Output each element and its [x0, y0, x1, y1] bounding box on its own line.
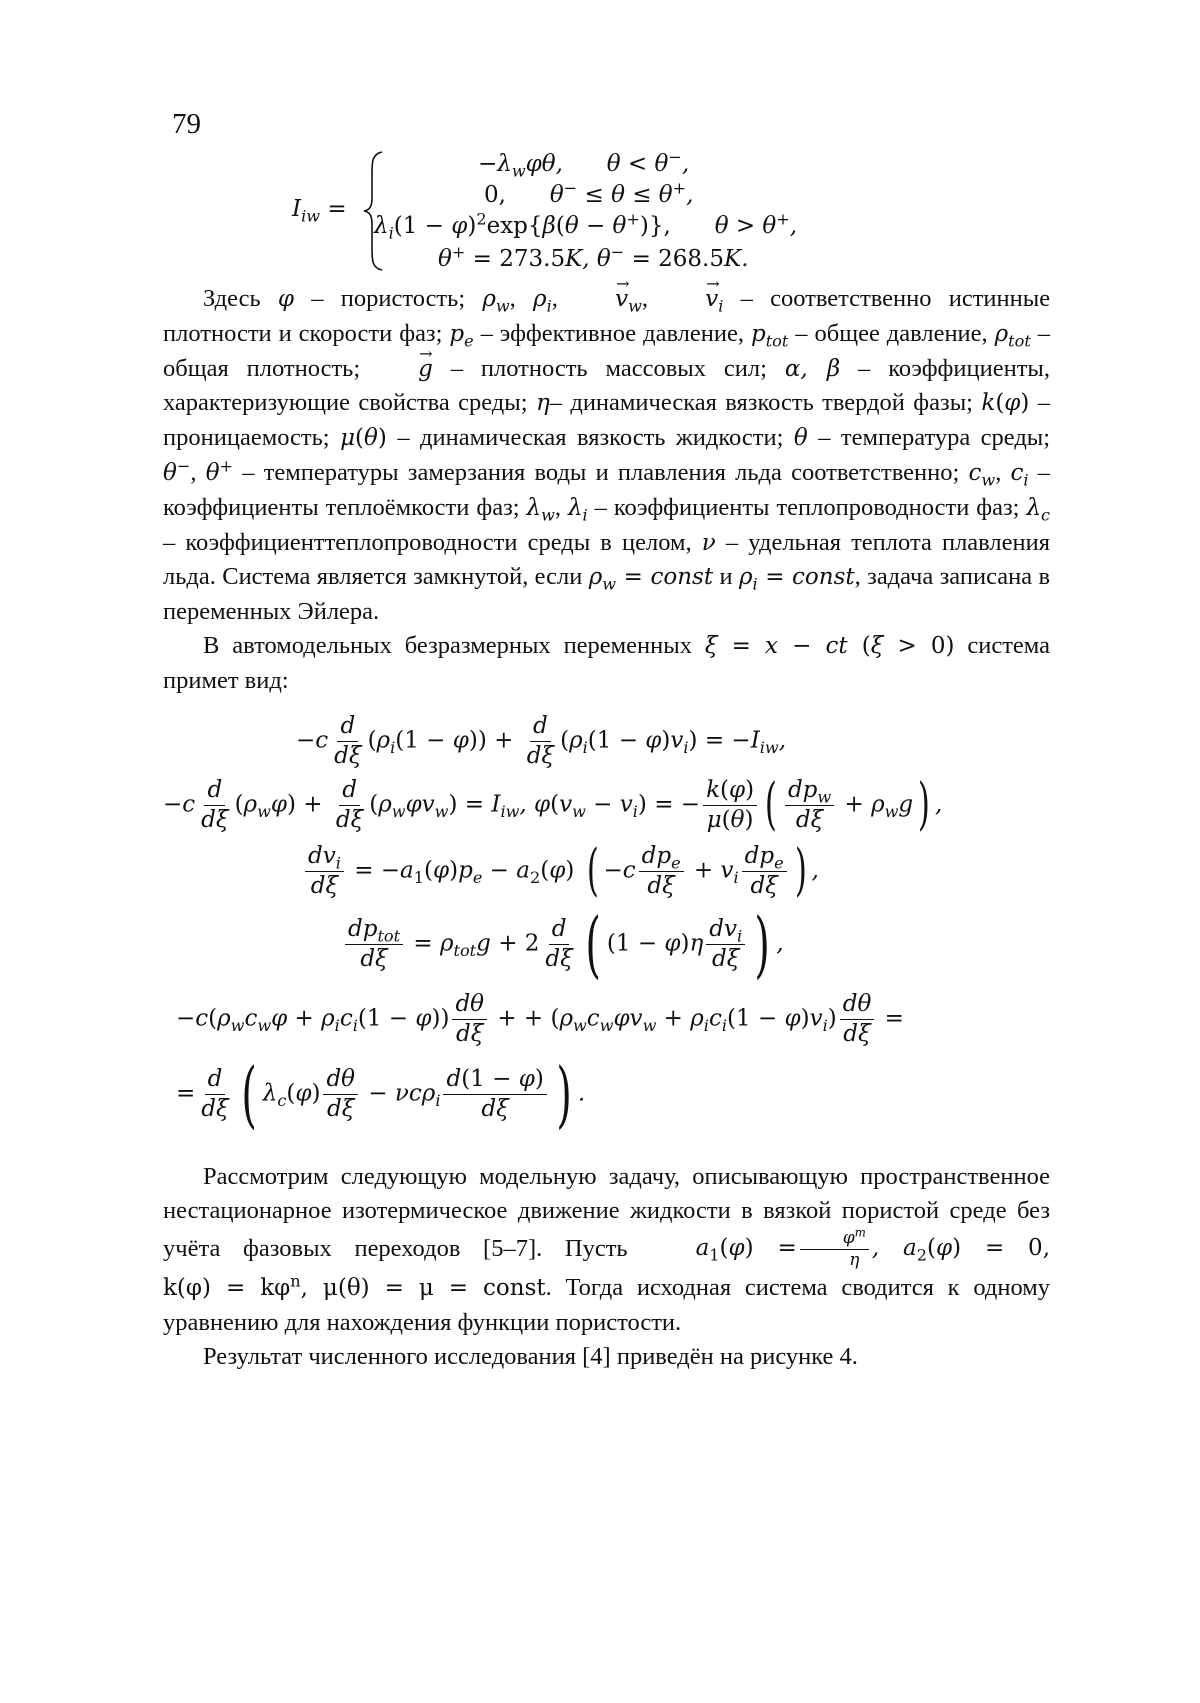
- paragraph-self-similar: В автомодельных безразмерных переменных ξ = x − ct (ξ > 0) система примет вид:: [163, 629, 1050, 698]
- cases-lhs: Iiw =: [292, 196, 347, 222]
- equation-6: = d dξ ( λc(φ) dθ dξ − νcρi d(1 − φ) dξ ) .: [176, 1062, 585, 1127]
- page: [0, 0, 1200, 1703]
- case-row-2: 0, θ− ≤ θ ≤ θ+,: [484, 182, 693, 208]
- paragraph-result: Результат численного исследования [4] приведён на рисунке 4.: [163, 1340, 1050, 1374]
- equation-5: −c(ρwcwφ + ρici(1 − φ)) dθ dξ + + (ρwcwφvw + ρici(1 − φ)vi) dθ dξ =: [176, 990, 904, 1049]
- case-row-1: −λwφθ, θ < θ−,: [478, 151, 689, 177]
- equation-3: dvi dξ = −a1(φ)pe − a2(φ) ( −c dpe dξ + vi dpe dξ ) ,: [302, 842, 819, 901]
- case-row-4: θ+ = 273.5K, θ− = 268.5K.: [438, 246, 749, 272]
- equation-2: −c d dξ (ρwφ) + d dξ (ρwφvw) = Iiw, φ(vw − vi) = − k(φ) μ(θ) ( dpw dξ + ρwg) ,: [163, 776, 942, 835]
- equation-1: −c d dξ (ρi(1 − φ)) + d dξ (ρi(1 − φ)vi) = −Iiw,: [296, 712, 786, 771]
- paragraph-definitions: Здесь φ – пористость; ρw, ρi, → vw, → vi – соответственно истинные плотности и скорости фаз; pe – эффективное давление, ptot – общее давление, ρtot – общая плотность; → g – плотность массовых сил; α, β – коэффициенты, характеризующие свойства среды; η– динамическая вязкость твердой фазы; k(φ) – проницаемость; μ(θ) – динамическая вязкость жидкости; θ – температура среды; θ−, θ+ – температуры замерзания воды и плавления льда соответственно; cw, ci – коэффициенты теплоёмкости фаз; λw, λi – коэффициенты теплопроводности фаз; λc – коэффициенттеплопроводности среды в целом, ν – удельная теплота плавления льда. Система является замкнутой, если ρw = const и ρi = const, задача записана в переменных Эйлера.: [163, 282, 1050, 629]
- case-row-3: λi(1 − φ)2exp{β(θ − θ+)}, θ > θ+,: [374, 213, 797, 239]
- text-block-top: [163, 282, 1050, 698]
- text-block-bottom: [163, 1160, 1050, 1373]
- paragraph-model-problem: Рассмотрим следующую модельную задачу, описывающую пространственное нестационарное изотермическое движение жидкости в вязкой пористой среде без учёта фазовых переходов [5–7]. Пусть a1(φ) = φm η , a2(φ) = 0, k(φ) = kφn, μ(θ) = μ = const. Тогда исходная система сводится к одному уравнению для нахождения функции пористости.: [163, 1160, 1050, 1340]
- equation-4: dptot dξ = ρtotg + 2 d dξ ( (1 − φ)η dvi dξ ) ,: [342, 912, 784, 977]
- left-brace-icon: [362, 150, 384, 272]
- page-number: 79: [172, 108, 201, 141]
